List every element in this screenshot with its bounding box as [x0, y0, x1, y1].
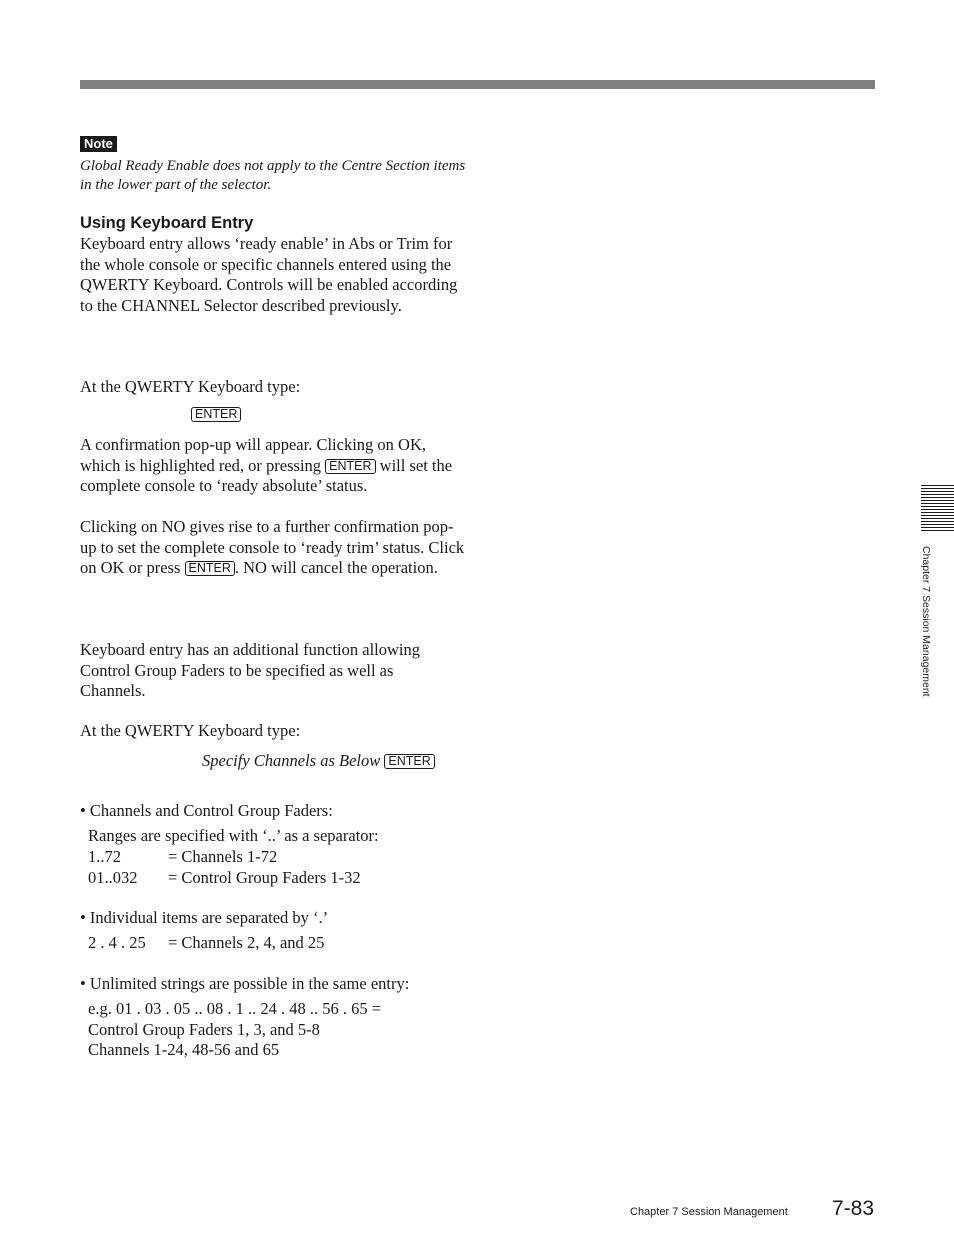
type-prompt-2 [80, 721, 470, 742]
bullet-1-title: • Channels and Control Group Faders: [80, 801, 333, 820]
confirm-paragraph-2 [80, 517, 465, 579]
confirm-1b: will set the complete console to ‘ready absolute’ status. [80, 455, 453, 495]
type-prompt-1: At the QWERTY Keyboard type: [80, 377, 301, 396]
bullet-2-row [88, 932, 468, 953]
section-heading: Using Keyboard Entry [80, 214, 254, 232]
type-prompt-2-text: At the QWERTY Keyboard type: [80, 721, 301, 740]
specify-line [202, 750, 435, 771]
chapter-tab-lines [921, 485, 954, 533]
note-label: Note [80, 136, 117, 152]
confirm-2b: . NO will cancel the operation. [234, 558, 438, 577]
sidebar-chapter-label: Chapter 7 Session Management [920, 546, 932, 697]
confirm-2a: Clicking on NO gives rise to a further confirmation pop-up to set the complete console to ‘ready trim’ status. Click on OK or press [80, 517, 465, 577]
bullet-1-sub: Ranges are specified with ‘..’ as a separator: [88, 826, 379, 845]
row-left: 1..72 [88, 847, 121, 866]
enter-key-cap-1 [191, 406, 241, 424]
row-left: 2 . 4 . 25 [88, 933, 146, 952]
bullet-3-line-2: Control Group Faders 1, 3, and 5-8 [88, 1020, 320, 1039]
bullet-3-line-3: Channels 1-24, 48-56 and 65 [88, 1040, 280, 1059]
bullet-3-title: • Unlimited strings are possible in the same entry: [80, 974, 410, 993]
enter-key-cap-2: ENTER [325, 459, 375, 474]
confirm-paragraph-1 [80, 435, 465, 497]
bullet-1-row-2 [88, 867, 468, 888]
enter-key-cap-3: ENTER [185, 561, 235, 576]
row-right: = Control Group Faders 1-32 [168, 868, 361, 887]
confirm-1a: A confirmation pop-up will appear. Clicking on OK, which is highlighted red, or pressing [80, 435, 426, 475]
enter-key-label: ENTER [191, 407, 241, 422]
row-left: 01..032 [88, 868, 138, 887]
additional-paragraph: Keyboard entry has an additional function allowing Control Group Faders to be specified as well as Channels. [80, 640, 420, 700]
intro-paragraph: Keyboard entry allows ‘ready enable’ in Abs or Trim for the whole console or specific channels entered using the QWERTY Keyboard. Controls will be enabled according to the CHANNEL Selector described previously. [80, 234, 458, 315]
bullet-1-row-1 [88, 846, 468, 867]
row-right: = Channels 2, 4, and 25 [168, 933, 325, 952]
bullet-3-line-1: e.g. 01 . 03 . 05 .. 08 . 1 .. 24 . 48 .. 56 . 65 = [88, 999, 382, 1018]
enter-key-cap-4: ENTER [384, 754, 434, 769]
page-number: 7-83 [832, 1197, 875, 1220]
note-text: Global Ready Enable does not apply to the Centre Section items in the lower part of the selector. [80, 158, 466, 193]
specify-text: Specify Channels as Below [202, 751, 381, 770]
header-rule [80, 80, 875, 89]
bullet-2-title: • Individual items are separated by ‘.’ [80, 908, 329, 927]
footer-chapter: Chapter 7 Session Management [630, 1206, 788, 1218]
row-right: = Channels 1-72 [168, 847, 278, 866]
